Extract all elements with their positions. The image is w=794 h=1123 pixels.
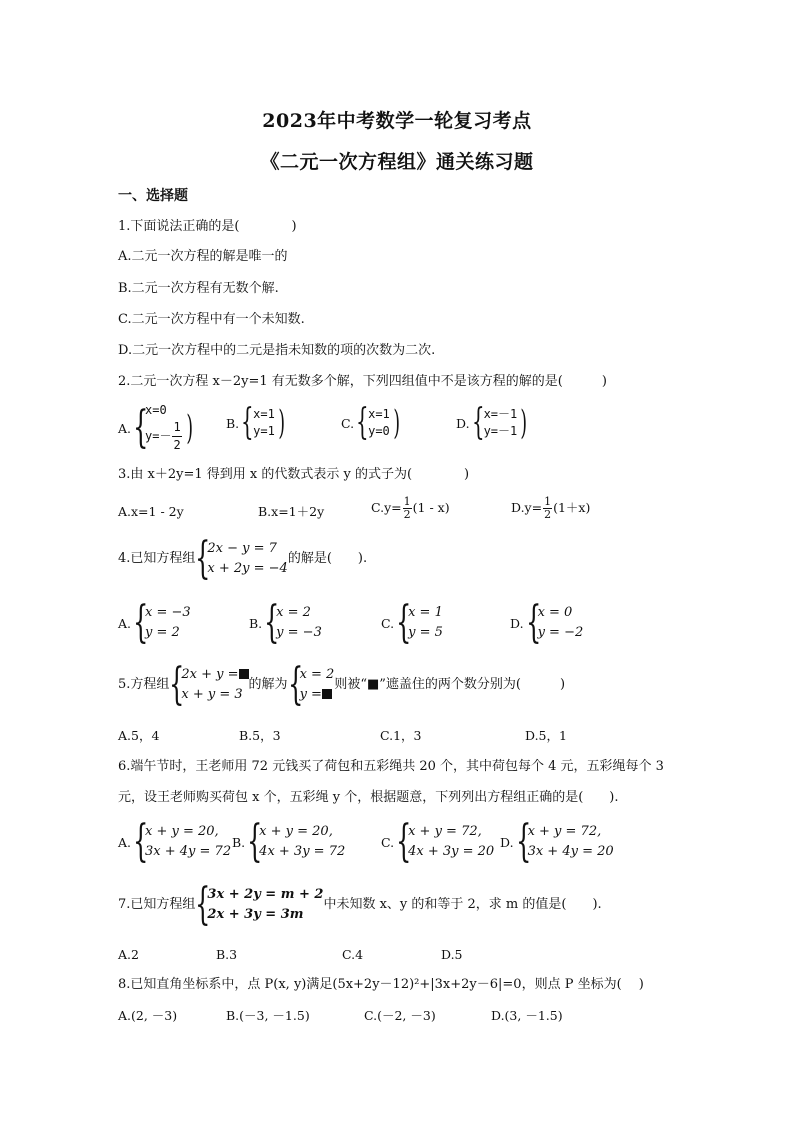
question-6-stem-line-1: 6.端午节时，王老师用 72 元钱买了荷包和五彩绳共 20 个，其中荷包每个 4 元，五彩绳每个 3 xyxy=(118,759,664,774)
solution-2-text: y = xyxy=(299,687,322,702)
stem-prefix: 5.方程组 xyxy=(118,677,170,692)
equation-1: 2x − y = 7 xyxy=(207,541,277,556)
question-2-stem: 2.二元一次方程 x－2y=1 有无数多个解，下列四组值中不是该方程的解的是( ) xyxy=(118,374,607,389)
equation-2: x + y = 3 xyxy=(181,687,243,702)
question-3-option-d xyxy=(511,496,590,521)
row-2: y=－1 xyxy=(483,424,518,438)
row-1: x=1 xyxy=(253,407,275,421)
equation-2: 3x + 4y = 20 xyxy=(527,844,614,859)
row-2: y = −3 xyxy=(276,625,322,640)
left-brace: { xyxy=(195,879,211,930)
left-brace: { xyxy=(471,402,485,443)
equation-rows xyxy=(408,822,494,862)
question-7-option-a: A.2 xyxy=(118,947,139,962)
right-paren: ) xyxy=(278,403,285,443)
solution-rows xyxy=(276,603,322,643)
row-2: y=0 xyxy=(368,424,390,438)
question-1-option-a: A.二元一次方程的解是唯一的 xyxy=(118,249,288,264)
question-5-option-a: A.5，4 xyxy=(118,728,160,743)
option-label: C. xyxy=(341,415,355,431)
question-5-stem xyxy=(118,659,566,710)
question-8-option-d: D.(3, －1.5) xyxy=(491,1008,563,1023)
option-label: C. xyxy=(381,615,395,631)
row-1: x = 0 xyxy=(537,605,573,620)
row-2 xyxy=(145,419,183,454)
left-brace: { xyxy=(356,402,369,443)
option-suffix: (1＋x) xyxy=(553,500,591,515)
equation-rows xyxy=(207,885,323,925)
left-brace: { xyxy=(247,816,263,867)
question-4-option-c xyxy=(381,597,443,648)
equation-2: 3x + 4y = 72 xyxy=(145,844,232,859)
fraction xyxy=(543,496,552,521)
option-label: A. xyxy=(118,615,132,631)
row-2-text: y=－ xyxy=(145,429,172,443)
fraction xyxy=(172,419,181,454)
left-brace: { xyxy=(195,533,211,584)
row-2: y = 2 xyxy=(145,625,180,640)
fraction xyxy=(403,496,412,521)
right-paren: ) xyxy=(393,403,400,443)
numerator: 1 xyxy=(403,495,411,508)
row-1: x=0 xyxy=(145,403,167,417)
question-1-option-d: D.二元一次方程中的二元是指未知数的项的次数为二次. xyxy=(118,343,436,358)
solution-rows xyxy=(538,603,584,643)
equation-1: 3x + 2y = m + 2 xyxy=(207,887,324,902)
left-brace: { xyxy=(133,816,149,867)
equation-2: 2x + 3y = 3m xyxy=(207,907,304,922)
right-paren: ) xyxy=(186,408,193,448)
left-brace: { xyxy=(525,597,541,648)
question-7-option-b: B.3 xyxy=(216,947,238,962)
question-3-option-c xyxy=(371,496,450,521)
option-label: C. xyxy=(381,834,395,850)
equation-1 xyxy=(181,665,248,685)
equation-2: 4x + 3y = 20 xyxy=(408,844,495,859)
equation-rows xyxy=(207,539,287,579)
page-title: 2023年中考数学一轮复习考点 xyxy=(262,110,532,132)
row-1: x=－1 xyxy=(483,407,518,421)
question-8-option-b: B.(－3, －1.5) xyxy=(226,1008,310,1023)
solution-2 xyxy=(300,685,335,705)
equation-1-text: 2x + y = xyxy=(181,667,239,682)
solution-rows xyxy=(253,406,275,440)
question-3-stem: 3.由 x＋2y=1 得到用 x 的代数式表示 y 的式子为( ) xyxy=(118,467,470,482)
equation-rows xyxy=(181,665,248,705)
question-7-option-c: C.4 xyxy=(342,947,364,962)
denominator: 2 xyxy=(403,508,411,521)
option-prefix: C.y= xyxy=(371,500,402,515)
denominator: 2 xyxy=(544,508,552,521)
question-8-stem: 8.已知直角坐标系中，点 P(x, y)满足(5x+2y－12)²+|3x+2y－6|=0，则点 P 坐标为( ) xyxy=(118,977,644,992)
denominator: 2 xyxy=(173,438,181,452)
question-5-option-c: C.1，3 xyxy=(380,728,422,743)
left-brace: { xyxy=(396,816,412,867)
question-2-option-a xyxy=(118,402,196,454)
stem-prefix: 7.已知方程组 xyxy=(118,897,196,912)
left-brace: { xyxy=(169,659,185,710)
row-1: x = 2 xyxy=(276,605,311,620)
solution-rows xyxy=(145,603,191,643)
question-6-option-d xyxy=(500,816,614,867)
option-label: B. xyxy=(232,834,246,850)
option-label: B. xyxy=(226,415,240,431)
left-brace: { xyxy=(396,597,412,648)
question-7-stem xyxy=(118,879,602,930)
covered-block-icon xyxy=(322,689,332,699)
equation-rows xyxy=(259,822,345,862)
question-5-option-d: D.5，1 xyxy=(525,728,567,743)
question-2-option-c xyxy=(341,402,403,443)
question-6-option-b xyxy=(232,816,346,867)
option-label: D. xyxy=(456,415,470,431)
stem-suffix: 中未知数 x、y 的和等于 2，求 m 的值是( ). xyxy=(323,897,602,912)
option-suffix: (1 - x) xyxy=(412,500,450,515)
stem-middle: 的解为 xyxy=(248,677,288,692)
right-paren: ) xyxy=(520,403,528,443)
question-7-option-d: D.5 xyxy=(441,947,463,962)
stem-prefix: 4.已知方程组 xyxy=(118,551,196,566)
solution-rows xyxy=(300,665,335,705)
option-label: B. xyxy=(249,615,263,631)
option-label: A. xyxy=(118,420,132,436)
stem-suffix: 的解是( ). xyxy=(287,551,368,566)
option-label: A. xyxy=(118,834,132,850)
equation-2: 4x + 3y = 72 xyxy=(259,844,346,859)
question-6-option-c xyxy=(381,816,495,867)
equation-1: x + y = 20, xyxy=(259,824,333,839)
question-3-option-a: A.x=1 - 2y xyxy=(118,504,184,519)
numerator: 1 xyxy=(544,495,552,508)
row-1: x = −3 xyxy=(145,605,191,620)
question-1-option-c: C.二元一次方程中有一个未知数. xyxy=(118,312,305,327)
question-6-option-a xyxy=(118,816,232,867)
question-5-option-b: B.5，3 xyxy=(239,728,281,743)
option-prefix: D.y= xyxy=(511,500,543,515)
question-1-option-b: B.二元一次方程有无数个解. xyxy=(118,281,279,296)
question-4-option-a xyxy=(118,597,191,648)
equation-1: x + y = 72, xyxy=(408,824,482,839)
option-label: D. xyxy=(510,615,524,631)
equation-rows xyxy=(145,822,231,862)
question-6-stem-line-2: 元，设王老师购买荷包 x 个，五彩绳 y 个，根据题意，下列列出方程组正确的是( ). xyxy=(118,790,619,805)
question-8-option-c: C.(－2, －3) xyxy=(364,1008,436,1023)
left-brace: { xyxy=(241,402,254,443)
question-8-option-a: A.(2, －3) xyxy=(118,1008,178,1023)
question-1-stem: 1.下面说法正确的是( ) xyxy=(118,219,297,234)
left-brace: { xyxy=(133,402,149,453)
row-2: y=1 xyxy=(253,424,275,438)
left-brace: { xyxy=(264,597,280,648)
question-4-option-b xyxy=(249,597,322,648)
numerator: 1 xyxy=(172,419,181,437)
row-1: x = 1 xyxy=(408,605,443,620)
solution-rows xyxy=(145,402,183,454)
question-3-option-b: B.x=1＋2y xyxy=(258,504,325,519)
left-brace: { xyxy=(515,816,531,867)
section-heading: 一、选择题 xyxy=(118,188,188,204)
equation-rows xyxy=(528,822,614,862)
left-brace: { xyxy=(287,659,303,710)
solution-1: x = 2 xyxy=(299,667,335,682)
equation-2: x + 2y = −4 xyxy=(207,561,288,576)
solution-rows xyxy=(484,406,518,440)
solution-rows xyxy=(368,406,390,440)
question-4-stem xyxy=(118,533,368,584)
row-2: y = −2 xyxy=(537,625,584,640)
left-brace: { xyxy=(133,597,149,648)
covered-block-icon xyxy=(239,669,249,679)
question-2-option-d xyxy=(456,402,531,443)
equation-1: x + y = 72, xyxy=(527,824,602,839)
row-1: x=1 xyxy=(368,407,390,421)
equation-1: x + y = 20, xyxy=(145,824,219,839)
question-2-option-b xyxy=(226,402,288,443)
row-2: y = 5 xyxy=(408,625,443,640)
solution-rows xyxy=(408,603,443,643)
question-4-option-d xyxy=(510,597,584,648)
stem-suffix: 则被“■”遮盖住的两个数分别为( ) xyxy=(334,677,566,692)
page-subtitle: 《二元一次方程组》通关练习题 xyxy=(260,151,534,173)
option-label: D. xyxy=(500,834,514,850)
